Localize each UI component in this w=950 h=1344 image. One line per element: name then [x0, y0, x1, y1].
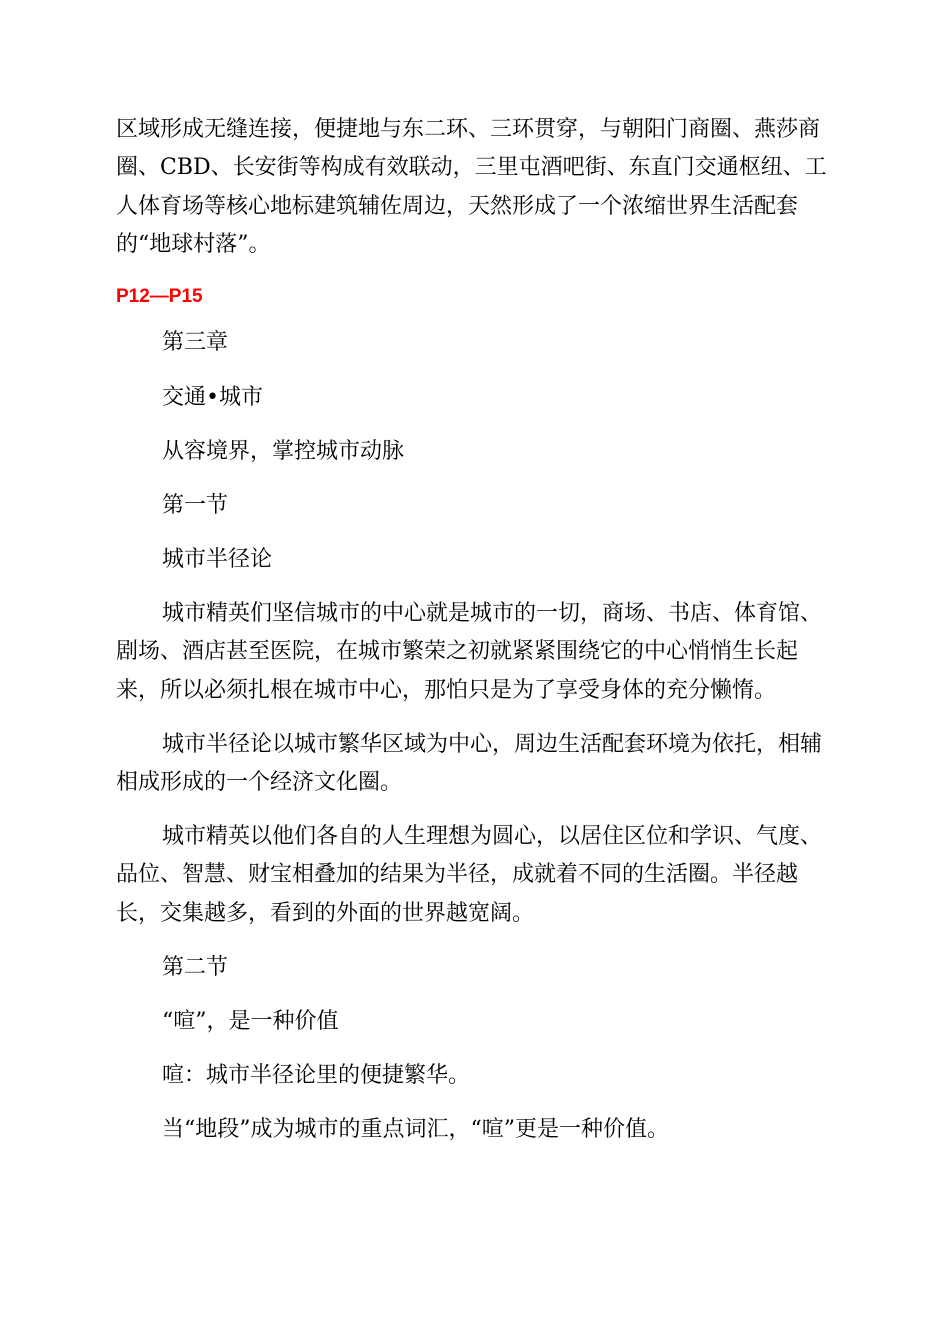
paragraph-line: 城市精英以他们各自的人生理想为圆心，以居住区位和学识、气度、: [162, 824, 823, 849]
paragraph-line: 来，所以必须扎根在城市中心，那怕只是为了享受身体的充分懒惰。: [116, 678, 777, 703]
body-line: 喧：城市半径论里的便捷繁华。: [162, 1063, 471, 1088]
intro-line: 圈、CBD、长安街等构成有效联动，三里屯酒吧街、东直门交通枢纽、工: [116, 155, 827, 180]
body-line: 当“地段”成为城市的重点词汇，“喧”更是一种价值。: [162, 1117, 669, 1142]
paragraph-line: 城市半径论以城市繁华区域为中心，周边生活配套环境为依托，相辅: [162, 732, 823, 757]
intro-line: 的“地球村落”。: [116, 232, 271, 257]
intro-line: 人体育场等核心地标建筑辅佐周边，天然形成了一个浓缩世界生活配套: [116, 194, 799, 219]
chapter-title: 交通•城市: [162, 385, 263, 410]
paragraph-line: 城市精英们坚信城市的中心就是城市的一切，商场、书店、体育馆、: [162, 601, 823, 626]
section-number: 第一节: [162, 493, 229, 518]
chapter-number: 第三章: [162, 330, 229, 355]
paragraph-line: 相成形成的一个经济文化圈。: [116, 770, 403, 795]
paragraph-line: 品位、智慧、财宝相叠加的结果为半径，成就着不同的生活圈。半径越: [116, 862, 799, 887]
paragraph-line: 剧场、酒店甚至医院，在城市繁荣之初就紧紧围绕它的中心悄悄生长起: [116, 639, 799, 664]
paragraph-line: 长，交集越多，看到的外面的世界越宽阔。: [116, 901, 535, 926]
chapter-subtitle: 从容境界，掌控城市动脉: [162, 439, 405, 464]
section-title: 城市半径论: [162, 547, 273, 572]
page-reference: P12—P15: [116, 286, 203, 307]
section-number: 第二节: [162, 955, 229, 980]
intro-line: 区域形成无缝连接，便捷地与东二环、三环贯穿，与朝阳门商圈、燕莎商: [116, 117, 821, 142]
section-title: “喧”，是一种价值: [162, 1009, 339, 1034]
